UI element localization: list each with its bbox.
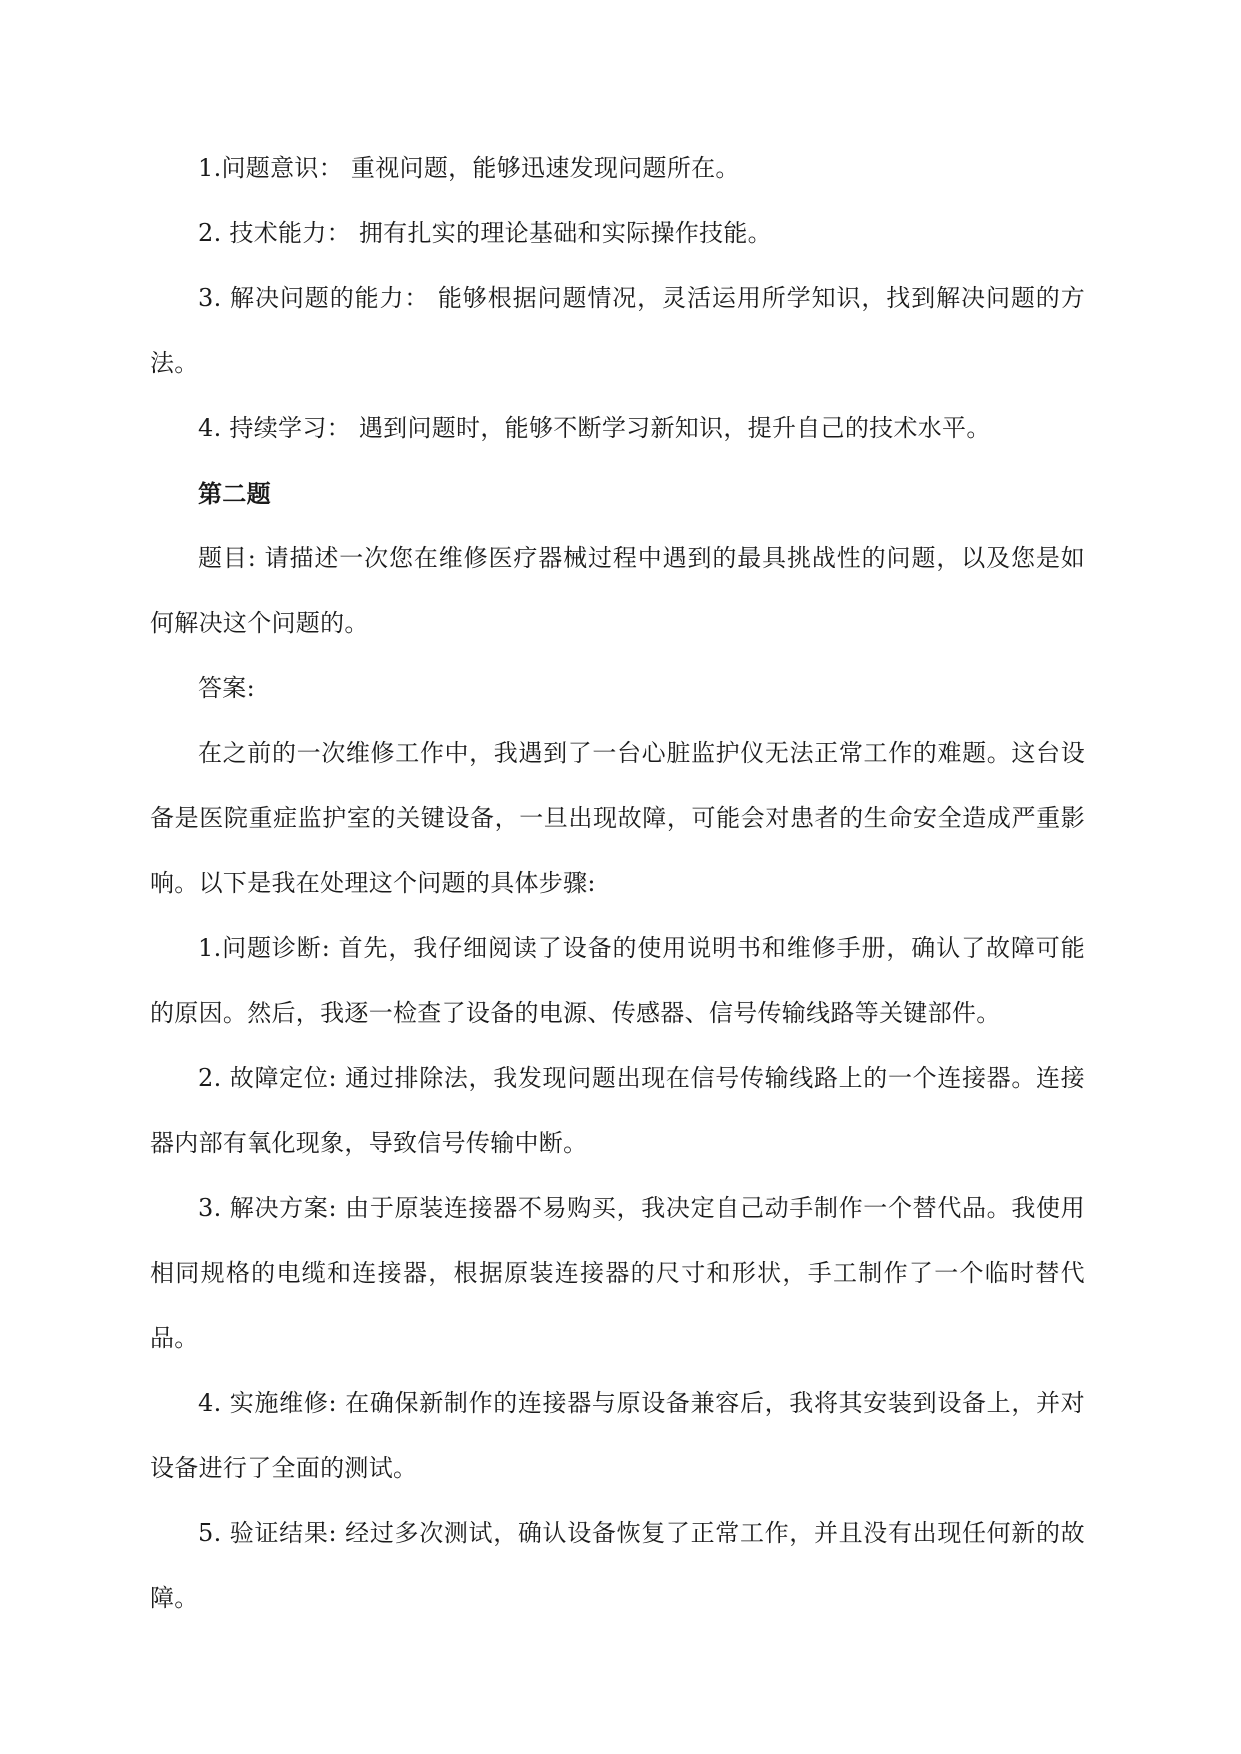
answer-label: 答案: (198, 674, 255, 702)
step-item-3: 3. 解决方案: 由于原装连接器不易购买，我决定自己动手制作一个替代品。我使用相同规格的电缆和连接器，根据原装连接器的尺寸和形状，手工制作了一个临时替代品。 (150, 1194, 1085, 1352)
step-item-4: 4. 实施维修: 在确保新制作的连接器与原设备兼容后，我将其安装到设备上，并对设备进行了全面的测试。 (150, 1389, 1085, 1482)
answer-intro: 在之前的一次维修工作中，我遇到了一台心脏监护仪无法正常工作的难题。这台设备是医院重症监护室的关键设备，一旦出现故障，可能会对患者的生命安全造成严重影响。以下是我在处理这个问题的具体步骤: (150, 739, 1085, 897)
competency-item-4: 4. 持续学习： 遇到问题时，能够不断学习新知识，提升自己的技术水平。 (198, 414, 991, 442)
competency-item-2: 2. 技术能力： 拥有扎实的理论基础和实际操作技能。 (198, 219, 772, 247)
step-item-2: 2. 故障定位: 通过排除法，我发现问题出现在信号传输线路上的一个连接器。连接器内部有氧化现象，导致信号传输中断。 (150, 1064, 1085, 1157)
step-item-1: 1.问题诊断: 首先，我仔细阅读了设备的使用说明书和维修手册，确认了故障可能的原因。然后，我逐一检查了设备的电源、传感器、信号传输线路等关键部件。 (150, 934, 1085, 1027)
section-title: 第二题 (198, 479, 271, 508)
step-item-5: 5. 验证结果: 经过多次测试，确认设备恢复了正常工作，并且没有出现任何新的故障。 (150, 1519, 1085, 1612)
document-body (150, 136, 1085, 1631)
competency-item-3: 3. 解决问题的能力： 能够根据问题情况，灵活运用所学知识，找到解决问题的方法。 (150, 284, 1085, 377)
competency-item-1: 1.问题意识： 重视问题，能够迅速发现问题所在。 (198, 154, 740, 182)
question-text: 题目: 请描述一次您在维修医疗器械过程中遇到的最具挑战性的问题，以及您是如何解决这个问题的。 (150, 544, 1085, 637)
